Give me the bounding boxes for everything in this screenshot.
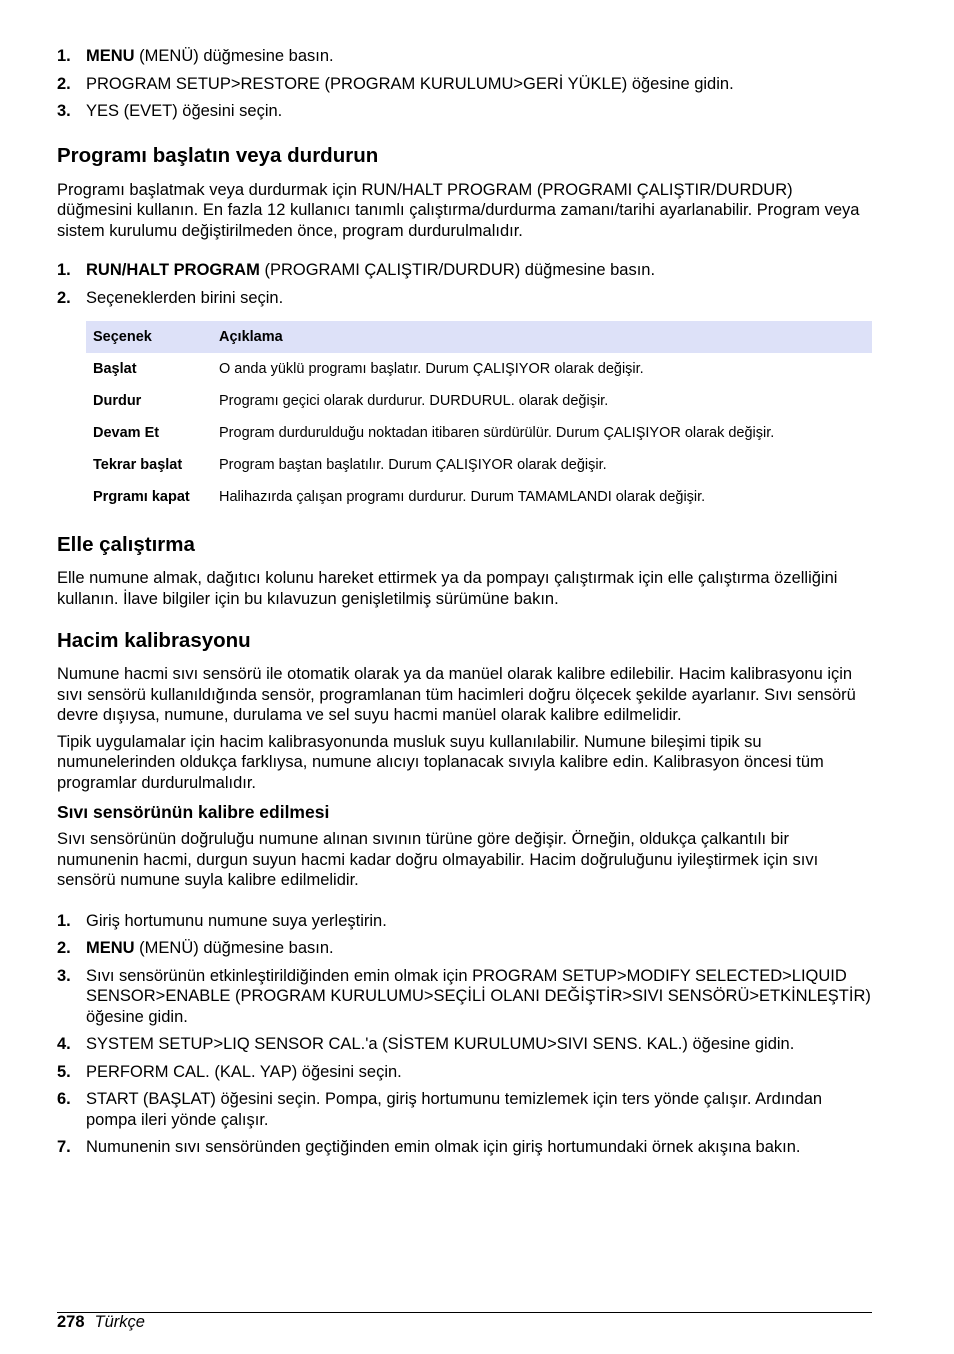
options-table <box>86 321 872 513</box>
section-heading-run: Programı başlatın veya durdurun <box>57 143 379 167</box>
step-number: 5. <box>57 1062 71 1081</box>
step-text: RUN/HALT PROGRAM (PROGRAMI ÇALIŞTIR/DURDUR) düğmesine basın. <box>86 261 656 279</box>
option-cell: Başlat <box>93 361 137 377</box>
table-row <box>86 353 872 385</box>
step-number: 6. <box>57 1090 71 1108</box>
step-text: PERFORM CAL. (KAL. YAP) öğesini seçin. <box>86 1062 402 1081</box>
run-steps <box>57 260 872 308</box>
footer-language: Türkçe <box>94 1313 145 1331</box>
document-page <box>57 0 872 1158</box>
subheading-liquid-sensor: Sıvı sensörünün kalibre edilmesi <box>57 802 330 822</box>
section-heading-volume: Hacim kalibrasyonu <box>57 629 251 652</box>
list-item <box>57 966 872 1028</box>
list-item <box>57 260 872 281</box>
volume-paragraph-1: Numune hacmi sıvı sensörü ile otomatik olarak ya da manüel olarak kalibre edilebilir. Hacim kalibrasyonu için sıvı sensörü kullanıldığında sensör, programlanan tüm hacimleri doğru ölçecek şekilde ayarlanır. Sıvı sensörü devre dışıysa, numune, durulama ve sel suyu hacmi manüel olarak kalibre edilmelidir. <box>57 665 856 724</box>
description-cell: Programı geçici olarak durdurur. DURDURUL. olarak değişir. <box>219 393 609 409</box>
step-text: MENU (MENÜ) düğmesine basın. <box>86 47 334 65</box>
step-number: 3. <box>57 966 71 985</box>
description-cell: O anda yüklü programı başlatır. Durum ÇALIŞIYOR olarak değişir. <box>219 361 644 377</box>
list-item <box>57 288 872 309</box>
step-number: 2. <box>57 288 71 307</box>
step-number: 1. <box>57 911 71 930</box>
list-item <box>57 46 872 67</box>
step-text: SYSTEM SETUP>LIQ SENSOR CAL.'a (SİSTEM KURULUMU>SIVI SENS. KAL.) öğesine gidin. <box>86 1035 795 1053</box>
liquid-sensor-paragraph: Sıvı sensörünün doğruluğu numune alınan sıvının türüne göre değişir. Örneğin, oldukça çalkantılı bir numunenin hacmi, durgun suyun hacmi kadar doğru olmayabilir. Hacim doğruluğunu iyileştirmek için sıvı sensörü numune suyla kalibre edilmelidir. <box>57 830 819 889</box>
list-item <box>57 101 872 122</box>
table-row <box>86 481 872 513</box>
step-text: Seçeneklerden birini seçin. <box>86 288 284 307</box>
list-item <box>57 911 872 932</box>
step-text: START (BAŞLAT) öğesini seçin. Pompa, giriş hortumunu temizlemek için ters yönde çalışır. Ardından pompa ileri yönde çalışır. <box>86 1090 823 1129</box>
section-heading-manual: Elle çalıştırma <box>57 533 195 556</box>
description-cell: Program durdurulduğu noktadan itibaren sürdürülür. Durum ÇALIŞIYOR olarak değişir. <box>219 425 775 441</box>
list-item <box>57 1034 872 1055</box>
list-item <box>57 74 872 95</box>
list-item <box>57 938 872 959</box>
option-cell: Prgramı kapat <box>93 489 190 505</box>
table-header-row <box>86 321 872 353</box>
step-number: 2. <box>57 939 71 957</box>
option-cell: Devam Et <box>93 425 160 441</box>
step-number: 3. <box>57 102 71 120</box>
step-text: YES (EVET) öğesini seçin. <box>86 102 283 120</box>
footer-divider <box>57 1312 872 1313</box>
step-text: MENU (MENÜ) düğmesine basın. <box>86 939 334 957</box>
page-footer <box>57 1312 145 1332</box>
step-text: Sıvı sensörünün etkinleştirildiğinden emin olmak için PROGRAM SETUP>MODIFY SELECTED>LIQUID SENSOR>ENABLE (PROGRAM KURULUMU>SEÇİLİ OLANI DEĞİŞTİR>SIVI SENSÖRÜ>ETKİNLEŞTİR) öğesine gidin. <box>86 966 871 1026</box>
step-text: Numunenin sıvı sensöründen geçtiğinden emin olmak için giriş hortumundaki örnek akışına bakın. <box>86 1138 801 1156</box>
list-item <box>57 1137 872 1158</box>
column-header-option: Seçenek <box>86 321 212 353</box>
description-cell: Program baştan başlatılır. Durum ÇALIŞIYOR olarak değişir. <box>219 457 607 473</box>
page-number: 278 <box>57 1313 85 1331</box>
restore-steps <box>57 46 872 122</box>
manual-paragraph: Elle numune almak, dağıtıcı kolunu hareket ettirmek ya da pompayı çalıştırmak için elle çalıştırma özelliğini kullanın. İlave bilgiler için bu kılavuzun genişletilmiş sürümüne bakın. <box>57 569 838 608</box>
step-number: 7. <box>57 1138 71 1156</box>
list-item <box>57 1089 872 1130</box>
column-header-description: Açıklama <box>212 321 872 353</box>
step-number: 1. <box>57 261 71 279</box>
run-intro-paragraph: Programı başlatmak veya durdurmak için RUN/HALT PROGRAM (PROGRAMI ÇALIŞTIR/DURDUR) düğmesini kullanın. En fazla 12 kullanıcı tanımlı çalıştırma/durdurma zamanı/tarihi ayarlanabilir. Program veya sistem kurulumu değiştirilmeden önce, program durdurulmalıdır. <box>57 180 860 240</box>
step-text: Giriş hortumunu numune suya yerleştirin. <box>86 911 387 930</box>
table-row <box>86 449 872 481</box>
table-row <box>86 417 872 449</box>
step-number: 2. <box>57 74 71 93</box>
calibration-steps <box>57 911 872 1158</box>
step-number: 4. <box>57 1035 71 1053</box>
step-number: 1. <box>57 47 71 65</box>
description-cell: Halihazırda çalışan programı durdurur. Durum TAMAMLANDI olarak değişir. <box>219 489 706 505</box>
option-cell: Durdur <box>93 393 142 409</box>
step-text: PROGRAM SETUP>RESTORE (PROGRAM KURULUMU>GERİ YÜKLE) öğesine gidin. <box>86 74 734 93</box>
volume-paragraph-2: Tipik uygulamalar için hacim kalibrasyonunda musluk suyu kullanılabilir. Numune bileşimi tipik su numunelerinden oldukça farklıysa, numune alıcıyı toplanacak sıvıyla kalibre edin. Kalibrasyon öncesi tüm programlar durdurulmalıdır. <box>57 732 824 792</box>
option-cell: Tekrar başlat <box>93 457 183 473</box>
table-row <box>86 385 872 417</box>
list-item <box>57 1062 872 1083</box>
